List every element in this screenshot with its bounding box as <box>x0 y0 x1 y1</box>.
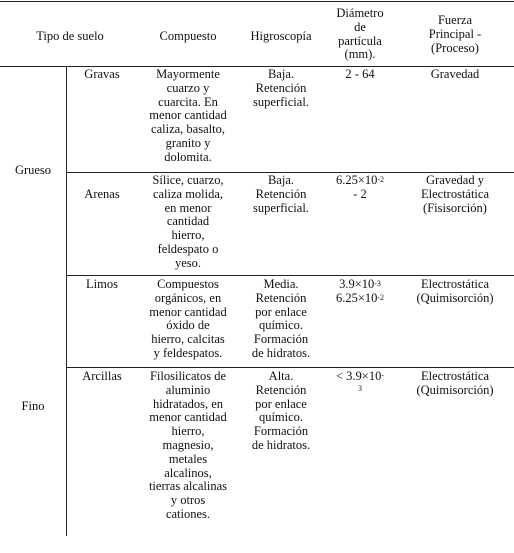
row-gravas-name: Gravas <box>84 67 120 81</box>
row-arenas-diametro: $6.25\times 10^{-2}$ - 2 <box>335 173 385 201</box>
header-fuerza-principal: Fuerza Principal - (Proceso) <box>428 13 482 55</box>
row-arcillas-name: Arcillas <box>82 369 122 383</box>
row-gravas-higroscopia: Baja. Retención superficial. <box>253 67 309 109</box>
rule-top <box>0 1 514 2</box>
header-compuesto: Compuesto <box>159 29 217 43</box>
row-arcillas-compuesto: Filosilicatos de aluminio hidratados, en menor cantidad hierro, magnesio, metales alcalinos, tierras alcalinas y otros cationes. <box>148 369 228 521</box>
row-arenas-compuesto: Sílice, cuarzo, caliza molida, en menor cantidad hierro, feldespato o yeso. <box>152 173 224 270</box>
header-higroscopia: Higroscopía <box>250 29 312 43</box>
row-arenas-fuerza: Gravedad y Electrostática (Fisisorción) <box>420 173 490 215</box>
row-gravas-fuerza: Gravedad <box>430 67 480 81</box>
row-arenas-name: Arenas <box>84 187 120 201</box>
row-gravas-diametro: 2 - 64 <box>345 67 375 81</box>
rule-arenas-bottom <box>66 275 514 276</box>
rule-left-group <box>66 66 67 536</box>
row-arcillas-fuerza: Electrostática (Quimisorción) <box>416 369 494 397</box>
group-label-grueso: Grueso <box>14 163 52 177</box>
row-arenas-higroscopia: Baja. Retención superficial. <box>253 173 309 215</box>
row-limos-fuerza: Electrostática (Quimisorción) <box>416 277 494 305</box>
group-label-fino: Fino <box>21 399 45 413</box>
row-arcillas-higroscopia: Alta. Retención por enlace químico. Formación de hidratos. <box>251 369 311 452</box>
row-arcillas-diametro: < 3.9×10- 3 <box>335 369 385 393</box>
header-diametro: Diámetro de partícula (mm). <box>336 6 384 62</box>
rule-limos-bottom <box>66 367 514 368</box>
row-limos-diametro: $3.9\times 10^{-3}$ $6.25\times 10^{-2}$ <box>335 277 385 305</box>
header-tipo-de-suelo: Tipo de suelo <box>36 29 104 43</box>
row-limos-higroscopia: Media. Retención por enlace químico. Formación de hidratos. <box>251 277 311 360</box>
row-gravas-compuesto: Mayormente cuarzo y cuarcita. En menor cantidad caliza, basalto, granito y dolomita. <box>149 67 227 164</box>
row-limos-name: Limos <box>86 277 118 291</box>
row-limos-compuesto: Compuestos orgánicos, en menor cantidad óxido de hierro, calcitas y feldespatos. <box>149 277 227 360</box>
